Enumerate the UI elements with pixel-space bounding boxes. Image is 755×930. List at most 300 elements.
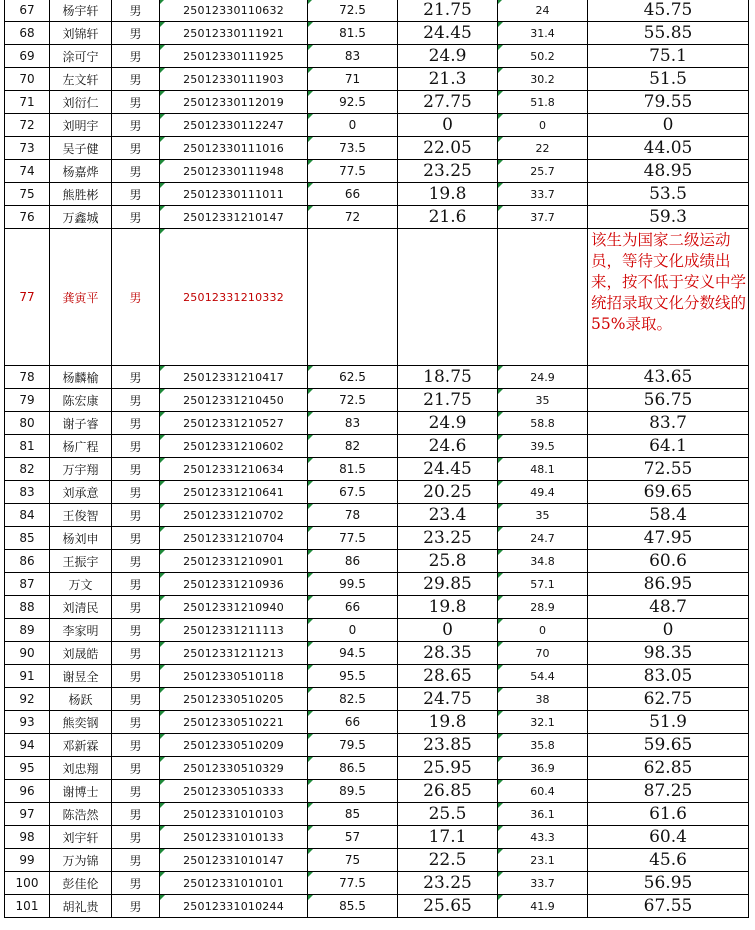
cell-sex[interactable]: 男 [112,504,160,527]
cell-sex[interactable]: 男 [112,826,160,849]
cell-total[interactable]: 47.95 [588,527,749,550]
cell-sex[interactable]: 男 [112,68,160,91]
cell-name[interactable]: 李家明 [50,619,112,642]
cell-score-weighted[interactable]: 24.9 [398,412,498,435]
cell-exam-id[interactable]: 25012330111903 [160,68,308,91]
cell-score-weighted[interactable]: 23.25 [398,872,498,895]
table-row[interactable] [5,895,749,918]
cell-name[interactable]: 胡礼贵 [50,895,112,918]
cell-score-other[interactable]: 33.7 [498,872,588,895]
cell-name[interactable]: 刘宇轩 [50,826,112,849]
cell-exam-id[interactable]: 25012330111016 [160,137,308,160]
cell-index[interactable]: 83 [5,481,50,504]
cell-index[interactable]: 73 [5,137,50,160]
cell-score-weighted[interactable]: 19.8 [398,183,498,206]
cell-total[interactable]: 61.6 [588,803,749,826]
cell-total[interactable]: 72.55 [588,458,749,481]
cell-score-raw[interactable]: 95.5 [308,665,398,688]
table-row[interactable] [5,780,749,803]
cell-score-other[interactable]: 28.9 [498,596,588,619]
cell-score-other[interactable] [498,229,588,366]
cell-total[interactable]: 98.35 [588,642,749,665]
cell-score-other[interactable]: 38 [498,688,588,711]
cell-total[interactable]: 56.95 [588,872,749,895]
cell-score-other[interactable]: 58.8 [498,412,588,435]
cell-index[interactable]: 99 [5,849,50,872]
cell-sex[interactable]: 男 [112,665,160,688]
cell-score-raw[interactable]: 81.5 [308,22,398,45]
cell-total[interactable]: 60.4 [588,826,749,849]
cell-score-raw[interactable]: 85 [308,803,398,826]
cell-score-raw[interactable]: 72 [308,206,398,229]
cell-sex[interactable]: 男 [112,596,160,619]
cell-index[interactable]: 81 [5,435,50,458]
cell-sex[interactable]: 男 [112,481,160,504]
cell-index[interactable]: 95 [5,757,50,780]
cell-exam-id[interactable]: 25012331010147 [160,849,308,872]
table-row[interactable] [5,826,749,849]
cell-exam-id[interactable]: 25012331210527 [160,412,308,435]
cell-sex[interactable]: 男 [112,366,160,389]
cell-score-raw[interactable]: 0 [308,619,398,642]
cell-score-other[interactable]: 60.4 [498,780,588,803]
cell-exam-id[interactable]: 25012330112247 [160,114,308,137]
cell-sex[interactable]: 男 [112,550,160,573]
cell-sex[interactable]: 男 [112,412,160,435]
cell-name[interactable]: 刘晟皓 [50,642,112,665]
cell-name[interactable]: 刘锦轩 [50,22,112,45]
cell-score-raw[interactable]: 77.5 [308,872,398,895]
cell-total[interactable]: 86.95 [588,573,749,596]
cell-exam-id[interactable]: 25012331210940 [160,596,308,619]
cell-score-raw[interactable]: 67.5 [308,481,398,504]
cell-score-weighted[interactable]: 17.1 [398,826,498,849]
table-row[interactable] [5,22,749,45]
cell-index[interactable]: 77 [5,229,50,366]
cell-score-other[interactable]: 35 [498,389,588,412]
cell-score-raw[interactable]: 79.5 [308,734,398,757]
cell-score-other[interactable]: 37.7 [498,206,588,229]
cell-score-weighted[interactable]: 24.45 [398,22,498,45]
cell-exam-id[interactable]: 25012331210602 [160,435,308,458]
cell-sex[interactable]: 男 [112,91,160,114]
cell-total[interactable]: 45.75 [588,0,749,22]
cell-sex[interactable]: 男 [112,527,160,550]
cell-score-weighted[interactable]: 24.45 [398,458,498,481]
cell-score-weighted[interactable]: 25.5 [398,803,498,826]
cell-sex[interactable]: 男 [112,435,160,458]
cell-name[interactable]: 熊奕钢 [50,711,112,734]
cell-score-weighted[interactable]: 22.5 [398,849,498,872]
cell-score-raw[interactable]: 99.5 [308,573,398,596]
cell-sex[interactable]: 男 [112,711,160,734]
cell-name[interactable]: 谢子睿 [50,412,112,435]
cell-index[interactable]: 71 [5,91,50,114]
cell-score-raw[interactable]: 82 [308,435,398,458]
cell-total[interactable]: 62.85 [588,757,749,780]
cell-exam-id[interactable]: 25012331010133 [160,826,308,849]
cell-score-other[interactable]: 57.1 [498,573,588,596]
table-row[interactable] [5,711,749,734]
cell-total[interactable]: 45.6 [588,849,749,872]
cell-index[interactable]: 74 [5,160,50,183]
cell-name[interactable]: 刘衍仁 [50,91,112,114]
cell-name[interactable]: 万文 [50,573,112,596]
cell-score-weighted[interactable]: 27.75 [398,91,498,114]
cell-score-raw[interactable]: 71 [308,68,398,91]
cell-score-raw[interactable]: 77.5 [308,160,398,183]
cell-index[interactable]: 79 [5,389,50,412]
cell-score-other[interactable]: 41.9 [498,895,588,918]
cell-score-other[interactable]: 51.8 [498,91,588,114]
cell-score-other[interactable]: 35.8 [498,734,588,757]
cell-sex[interactable]: 男 [112,734,160,757]
cell-sex[interactable]: 男 [112,22,160,45]
cell-name[interactable]: 杨广程 [50,435,112,458]
cell-sex[interactable]: 男 [112,780,160,803]
cell-sex[interactable]: 男 [112,206,160,229]
cell-exam-id[interactable]: 25012331210450 [160,389,308,412]
cell-exam-id[interactable]: 25012331210417 [160,366,308,389]
cell-name[interactable]: 杨跃 [50,688,112,711]
table-row-special[interactable] [5,229,749,366]
cell-sex[interactable]: 男 [112,573,160,596]
cell-score-raw[interactable]: 66 [308,596,398,619]
cell-name[interactable]: 杨刘申 [50,527,112,550]
table-row[interactable] [5,389,749,412]
cell-name[interactable]: 万鑫城 [50,206,112,229]
cell-score-other[interactable]: 39.5 [498,435,588,458]
cell-score-other[interactable]: 0 [498,114,588,137]
cell-score-weighted[interactable]: 18.75 [398,366,498,389]
cell-total[interactable]: 56.75 [588,389,749,412]
cell-name[interactable]: 王振宇 [50,550,112,573]
table-row[interactable] [5,0,749,22]
cell-total[interactable]: 83.05 [588,665,749,688]
cell-score-weighted[interactable]: 28.35 [398,642,498,665]
cell-sex[interactable]: 男 [112,458,160,481]
cell-sex[interactable]: 男 [112,229,160,366]
cell-score-other[interactable]: 23.1 [498,849,588,872]
cell-score-weighted[interactable]: 22.05 [398,137,498,160]
cell-index[interactable]: 78 [5,366,50,389]
cell-exam-id[interactable]: 25012331211113 [160,619,308,642]
cell-index[interactable]: 72 [5,114,50,137]
cell-exam-id[interactable]: 25012331210702 [160,504,308,527]
cell-score-other[interactable]: 24.7 [498,527,588,550]
cell-exam-id[interactable]: 25012331210901 [160,550,308,573]
cell-score-raw[interactable]: 86.5 [308,757,398,780]
cell-index[interactable]: 67 [5,0,50,22]
cell-index[interactable]: 100 [5,872,50,895]
table-row[interactable] [5,45,749,68]
cell-score-weighted[interactable]: 20.25 [398,481,498,504]
cell-sex[interactable]: 男 [112,757,160,780]
cell-score-raw[interactable]: 72.5 [308,0,398,22]
cell-total[interactable]: 87.25 [588,780,749,803]
cell-sex[interactable]: 男 [112,114,160,137]
table-row[interactable] [5,412,749,435]
cell-index[interactable]: 88 [5,596,50,619]
cell-index[interactable]: 82 [5,458,50,481]
cell-total[interactable]: 0 [588,619,749,642]
cell-index[interactable]: 70 [5,68,50,91]
cell-sex[interactable]: 男 [112,642,160,665]
cell-score-weighted[interactable]: 21.3 [398,68,498,91]
table-row[interactable] [5,573,749,596]
cell-score-raw[interactable]: 85.5 [308,895,398,918]
cell-total[interactable]: 48.7 [588,596,749,619]
cell-index[interactable]: 94 [5,734,50,757]
cell-sex[interactable]: 男 [112,137,160,160]
cell-score-other[interactable]: 34.8 [498,550,588,573]
cell-name[interactable]: 刘承意 [50,481,112,504]
cell-score-raw[interactable]: 86 [308,550,398,573]
cell-score-raw[interactable]: 66 [308,711,398,734]
cell-total[interactable]: 48.95 [588,160,749,183]
cell-total[interactable]: 44.05 [588,137,749,160]
cell-index[interactable]: 97 [5,803,50,826]
table-row[interactable] [5,206,749,229]
cell-score-weighted[interactable]: 19.8 [398,596,498,619]
cell-total[interactable]: 58.4 [588,504,749,527]
cell-sex[interactable]: 男 [112,183,160,206]
cell-exam-id[interactable]: 25012331210332 [160,229,308,366]
table-row[interactable] [5,183,749,206]
cell-score-other[interactable]: 31.4 [498,22,588,45]
cell-exam-id[interactable]: 25012330112019 [160,91,308,114]
cell-score-raw[interactable]: 0 [308,114,398,137]
cell-exam-id[interactable]: 25012330510329 [160,757,308,780]
cell-index[interactable]: 75 [5,183,50,206]
cell-total[interactable]: 60.6 [588,550,749,573]
cell-score-raw[interactable]: 82.5 [308,688,398,711]
cell-score-other[interactable]: 48.1 [498,458,588,481]
table-row[interactable] [5,114,749,137]
cell-score-weighted[interactable]: 0 [398,114,498,137]
cell-name[interactable]: 王俊智 [50,504,112,527]
cell-score-other[interactable]: 54.4 [498,665,588,688]
cell-score-weighted[interactable]: 21.6 [398,206,498,229]
cell-exam-id[interactable]: 25012331210704 [160,527,308,550]
cell-name[interactable]: 杨麟榆 [50,366,112,389]
cell-score-weighted[interactable]: 0 [398,619,498,642]
cell-score-raw[interactable]: 57 [308,826,398,849]
cell-note[interactable]: 该生为国家二级运动员，等待文化成绩出来，按不低于安义中学统招录取文化分数线的55%录取。 [588,229,749,366]
cell-score-weighted[interactable] [398,229,498,366]
cell-score-raw[interactable]: 94.5 [308,642,398,665]
cell-score-other[interactable]: 24.9 [498,366,588,389]
cell-score-weighted[interactable]: 23.85 [398,734,498,757]
cell-total[interactable]: 51.9 [588,711,749,734]
cell-score-raw[interactable]: 89.5 [308,780,398,803]
table-row[interactable] [5,91,749,114]
cell-score-other[interactable]: 36.1 [498,803,588,826]
cell-sex[interactable]: 男 [112,45,160,68]
cell-exam-id[interactable]: 25012330111921 [160,22,308,45]
cell-score-weighted[interactable]: 23.4 [398,504,498,527]
table-row[interactable] [5,872,749,895]
cell-exam-id[interactable]: 25012331210147 [160,206,308,229]
cell-score-other[interactable]: 32.1 [498,711,588,734]
cell-index[interactable]: 91 [5,665,50,688]
cell-exam-id[interactable]: 25012330111011 [160,183,308,206]
table-row[interactable] [5,849,749,872]
table-row[interactable] [5,160,749,183]
table-row[interactable] [5,688,749,711]
cell-total[interactable]: 43.65 [588,366,749,389]
cell-score-weighted[interactable]: 25.95 [398,757,498,780]
cell-index[interactable]: 69 [5,45,50,68]
table-row[interactable] [5,642,749,665]
cell-index[interactable]: 96 [5,780,50,803]
cell-name[interactable]: 涂可宁 [50,45,112,68]
cell-score-weighted[interactable]: 28.65 [398,665,498,688]
cell-exam-id[interactable]: 25012331210936 [160,573,308,596]
table-row[interactable] [5,596,749,619]
cell-index[interactable]: 68 [5,22,50,45]
cell-score-weighted[interactable]: 26.85 [398,780,498,803]
table-row[interactable] [5,68,749,91]
cell-score-raw[interactable]: 92.5 [308,91,398,114]
cell-name[interactable]: 熊胜彬 [50,183,112,206]
cell-exam-id[interactable]: 25012330510209 [160,734,308,757]
cell-sex[interactable]: 男 [112,688,160,711]
cell-score-raw[interactable]: 75 [308,849,398,872]
cell-score-raw[interactable]: 62.5 [308,366,398,389]
cell-score-raw[interactable]: 83 [308,45,398,68]
cell-name[interactable]: 邓新霖 [50,734,112,757]
cell-exam-id[interactable]: 25012330111948 [160,160,308,183]
cell-score-other[interactable]: 70 [498,642,588,665]
cell-index[interactable]: 86 [5,550,50,573]
cell-score-raw[interactable]: 77.5 [308,527,398,550]
cell-sex[interactable]: 男 [112,849,160,872]
table-row[interactable] [5,734,749,757]
cell-name[interactable]: 龚寅平 [50,229,112,366]
cell-name[interactable]: 左文轩 [50,68,112,91]
cell-name[interactable]: 刘明宇 [50,114,112,137]
cell-score-raw[interactable]: 72.5 [308,389,398,412]
cell-total[interactable]: 59.65 [588,734,749,757]
cell-score-raw[interactable]: 83 [308,412,398,435]
cell-score-weighted[interactable]: 25.65 [398,895,498,918]
cell-name[interactable]: 万为锦 [50,849,112,872]
cell-score-raw[interactable] [308,229,398,366]
cell-score-raw[interactable]: 73.5 [308,137,398,160]
cell-name[interactable]: 万宇翔 [50,458,112,481]
cell-sex[interactable]: 男 [112,0,160,22]
cell-exam-id[interactable]: 25012330110632 [160,0,308,22]
cell-score-raw[interactable]: 78 [308,504,398,527]
cell-total[interactable]: 75.1 [588,45,749,68]
cell-score-other[interactable]: 35 [498,504,588,527]
table-row[interactable] [5,527,749,550]
cell-score-other[interactable]: 30.2 [498,68,588,91]
cell-sex[interactable]: 男 [112,895,160,918]
table-row[interactable] [5,803,749,826]
cell-name[interactable]: 彭佳伦 [50,872,112,895]
cell-total[interactable]: 67.55 [588,895,749,918]
cell-index[interactable]: 101 [5,895,50,918]
cell-sex[interactable]: 男 [112,160,160,183]
cell-exam-id[interactable]: 25012330510221 [160,711,308,734]
cell-total[interactable]: 62.75 [588,688,749,711]
cell-index[interactable]: 89 [5,619,50,642]
cell-sex[interactable]: 男 [112,803,160,826]
cell-total[interactable]: 0 [588,114,749,137]
table-row[interactable] [5,757,749,780]
cell-score-other[interactable]: 24 [498,0,588,22]
table-row[interactable] [5,504,749,527]
cell-index[interactable]: 80 [5,412,50,435]
cell-score-other[interactable]: 50.2 [498,45,588,68]
table-row[interactable] [5,665,749,688]
cell-exam-id[interactable]: 25012331010244 [160,895,308,918]
table-row[interactable] [5,619,749,642]
cell-index[interactable]: 85 [5,527,50,550]
table-row[interactable] [5,550,749,573]
cell-score-other[interactable]: 36.9 [498,757,588,780]
cell-score-weighted[interactable]: 29.85 [398,573,498,596]
cell-score-other[interactable]: 25.7 [498,160,588,183]
cell-score-weighted[interactable]: 21.75 [398,389,498,412]
cell-name[interactable]: 吴子健 [50,137,112,160]
cell-total[interactable]: 69.65 [588,481,749,504]
cell-exam-id[interactable]: 25012331010101 [160,872,308,895]
cell-score-weighted[interactable]: 23.25 [398,160,498,183]
cell-index[interactable]: 76 [5,206,50,229]
cell-name[interactable]: 杨嘉烨 [50,160,112,183]
cell-index[interactable]: 84 [5,504,50,527]
cell-sex[interactable]: 男 [112,389,160,412]
cell-total[interactable]: 55.85 [588,22,749,45]
table-row[interactable] [5,137,749,160]
cell-index[interactable]: 87 [5,573,50,596]
cell-exam-id[interactable]: 25012330111925 [160,45,308,68]
cell-sex[interactable]: 男 [112,872,160,895]
cell-name[interactable]: 刘忠翔 [50,757,112,780]
cell-exam-id[interactable]: 25012331211213 [160,642,308,665]
cell-score-other[interactable]: 49.4 [498,481,588,504]
cell-score-raw[interactable]: 81.5 [308,458,398,481]
cell-total[interactable]: 79.55 [588,91,749,114]
cell-total[interactable]: 59.3 [588,206,749,229]
cell-score-weighted[interactable]: 25.8 [398,550,498,573]
cell-score-other[interactable]: 0 [498,619,588,642]
cell-score-other[interactable]: 33.7 [498,183,588,206]
cell-score-weighted[interactable]: 24.6 [398,435,498,458]
cell-name[interactable]: 刘清民 [50,596,112,619]
cell-total[interactable]: 51.5 [588,68,749,91]
cell-exam-id[interactable]: 25012331010103 [160,803,308,826]
cell-total[interactable]: 53.5 [588,183,749,206]
cell-score-weighted[interactable]: 23.25 [398,527,498,550]
cell-index[interactable]: 98 [5,826,50,849]
cell-exam-id[interactable]: 25012330510205 [160,688,308,711]
table-row[interactable] [5,458,749,481]
table-row[interactable] [5,435,749,458]
cell-score-weighted[interactable]: 19.8 [398,711,498,734]
cell-total[interactable]: 83.7 [588,412,749,435]
cell-name[interactable]: 杨宇轩 [50,0,112,22]
cell-name[interactable]: 谢博士 [50,780,112,803]
table-row[interactable] [5,366,749,389]
cell-index[interactable]: 93 [5,711,50,734]
cell-score-weighted[interactable]: 24.75 [398,688,498,711]
cell-index[interactable]: 92 [5,688,50,711]
cell-score-other[interactable]: 22 [498,137,588,160]
